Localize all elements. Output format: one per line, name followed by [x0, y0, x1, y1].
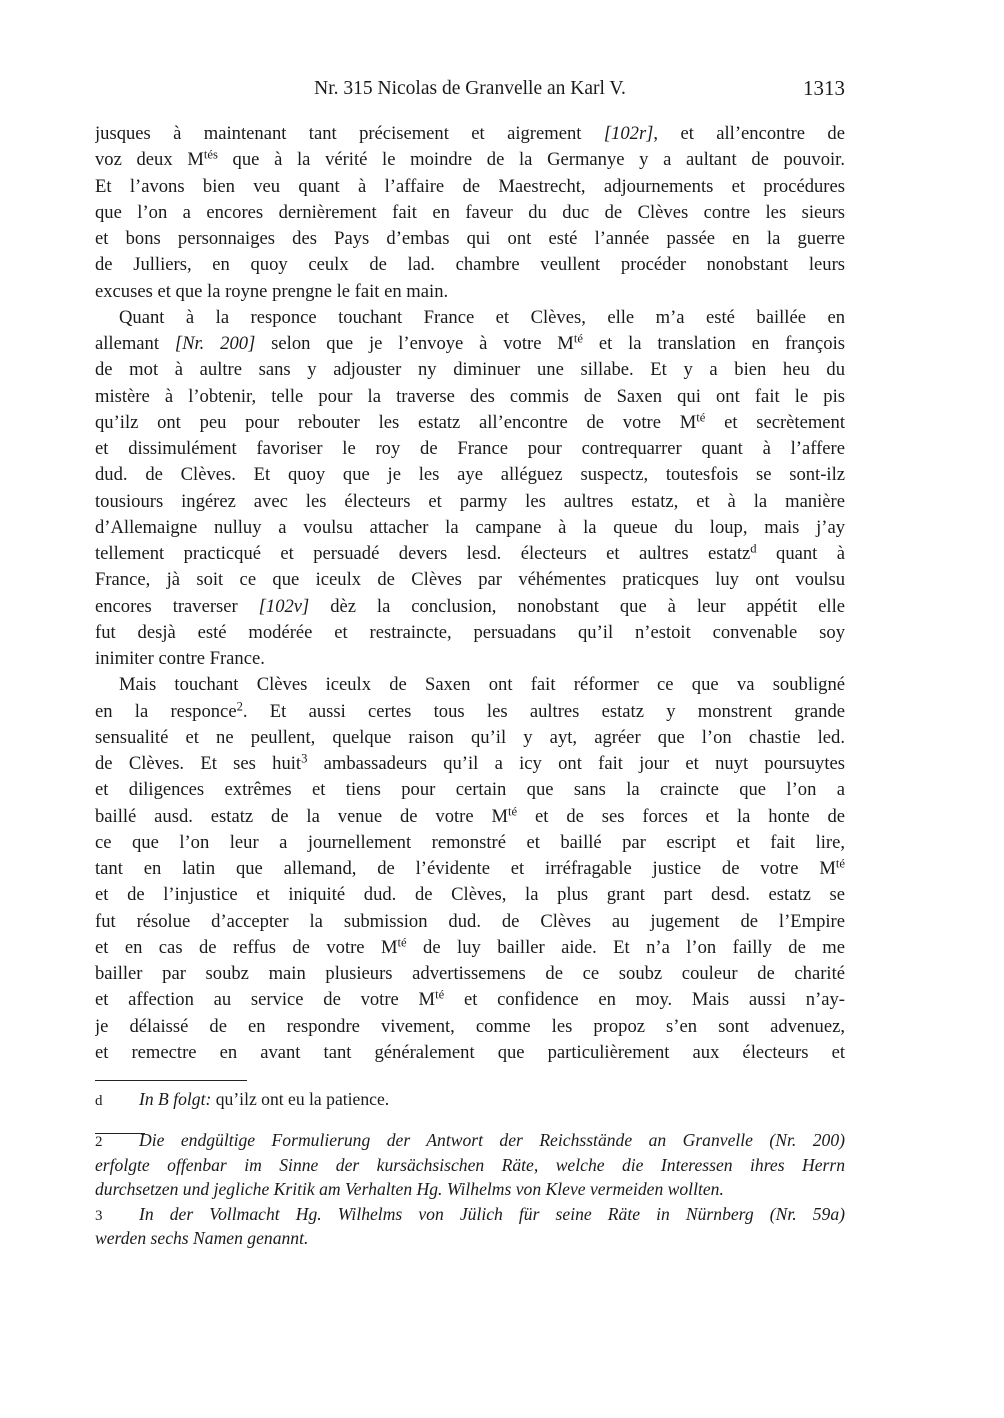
text-run: et de ses forces et la honte de — [517, 805, 845, 827]
page-number: 1313 — [803, 76, 845, 100]
text-line — [95, 935, 845, 961]
text-run: et dissimulément favoriser le roy de France pour contrequarrer quant à l’affere — [95, 438, 845, 459]
text-line — [95, 909, 845, 935]
text-run: tant en latin que allemand, de l’évidente et irréfragable justice de votre M — [95, 858, 836, 879]
text-run: inimiter contre France. — [95, 648, 265, 669]
text-line — [95, 489, 845, 515]
text-line — [95, 410, 845, 436]
text-run: excuses et que la royne prengne le fait en main. — [95, 280, 449, 302]
text-line — [95, 331, 845, 357]
text-run: que à la vérité le moindre de la Germanye y a aultant de pouvoir. — [217, 149, 845, 171]
textual-notes-divider — [95, 1080, 247, 1081]
text-run: encores traverser — [95, 595, 259, 617]
text-run: allemant — [95, 333, 175, 354]
note-line — [95, 1153, 845, 1178]
text-run: et diligences extrêmes et tiens pour certain que sans la craincte que l’on a — [95, 779, 845, 801]
italic-text: Die endgültige Formulierung der Antwort der Reichsstände an Granvelle (Nr. 200) — [139, 1130, 845, 1150]
text-line — [95, 777, 845, 803]
text-run: France, jà soit ce que iceulx de Clèves par véhémentes praticques luy ont voulsu — [95, 569, 845, 591]
text-line — [95, 961, 845, 987]
text-line — [95, 725, 845, 751]
text-run: bailler par soubz main plusieurs advertissemens de ce soubz couleur de charité — [95, 963, 845, 984]
text-line — [95, 856, 845, 882]
text-run: et en cas de reffus de votre M — [95, 936, 398, 958]
text-run: de luy bailler aide. Et n’a l’on failly de me — [406, 936, 845, 958]
italic-text: werden sechs Namen genannt. — [95, 1228, 309, 1249]
text-line — [95, 830, 845, 856]
italic-text: [102r] — [603, 123, 654, 144]
text-run: en la responce — [95, 700, 237, 722]
main-text — [95, 121, 845, 1066]
text-run: , et all’encontre de — [653, 123, 845, 144]
text-run: ambassadeurs qu’il a icy ont fait jour et nuyt poursuytes — [307, 753, 845, 774]
text-run: baillé ausd. estatz de la venue de votre M — [95, 805, 509, 827]
text-run: tellement practicqué et persuadé devers lesd. électeurs et aultres estatz — [95, 543, 751, 564]
running-header — [95, 78, 845, 106]
text-line — [95, 1014, 845, 1040]
note-line — [95, 1202, 845, 1227]
superscript: 3 — [301, 751, 308, 766]
italic-text: In B folgt: — [139, 1089, 212, 1109]
text-line — [95, 226, 845, 252]
superscript: 2 — [236, 699, 243, 714]
text-run: que l’on a encores dernièrement fait en faveur du duc de Clèves contre les sieurs — [95, 201, 845, 223]
text-line — [95, 541, 845, 567]
italic-text: [102v] — [258, 595, 310, 617]
text-line — [95, 882, 845, 908]
text-line — [95, 147, 845, 173]
text-line — [95, 646, 845, 672]
note-line — [95, 1087, 845, 1112]
text-line — [95, 1040, 845, 1066]
text-run: et remectre en avant tant généralement que particulièrement aux électeurs et — [95, 1041, 845, 1063]
text-line — [95, 436, 845, 462]
text-run: jusques à maintenant tant précisement et aigrement — [95, 123, 604, 144]
superscript: té — [696, 410, 706, 425]
superscript: d — [750, 541, 757, 556]
note-line — [95, 1177, 845, 1202]
note-line — [95, 1128, 845, 1153]
text-run: dèz la conclusion, nonobstant que à leur appétit elle — [309, 595, 845, 617]
note-marker: 2 — [95, 1134, 103, 1150]
text-run: fut desjà esté modérée et restraincte, persuadans qu’il n’estoit convenable soy — [95, 621, 845, 643]
text-line — [95, 672, 845, 698]
text-run: . Et aussi certes tous les aultres estatz y monstrent grande — [242, 700, 845, 722]
text-line — [95, 305, 845, 331]
text-run: tousiours ingérez avec les électeurs et parmy les aultres estatz, et à la manière — [95, 490, 845, 512]
text-line — [95, 121, 845, 147]
note-marker: d — [95, 1093, 103, 1109]
italic-text: durchsetzen und jegliche Kritik am Verhalten Hg. Wilhelms von Kleve vermeiden wollten. — [95, 1179, 724, 1200]
text-run: quant à — [756, 543, 845, 564]
superscript: té — [508, 804, 518, 819]
text-run: je délaissé de en respondre vivement, comme les propoz s’en sont advenuez, — [95, 1015, 845, 1037]
text-run: Mais touchant Clèves iceulx de Saxen ont fait réformer ce que va soubligné — [119, 674, 845, 696]
superscript: té — [435, 987, 445, 1002]
text-line — [95, 699, 845, 725]
text-run: et confidence en moy. Mais aussi n’ay- — [444, 989, 845, 1011]
text-run: fut résolue d’accepter la submission dud. de Clèves au jugement de l’Empire — [95, 910, 845, 932]
superscript: tés — [203, 147, 218, 162]
text-run: Et l’avons bien veu quant à l’affaire de Maestrecht, adjournements et procédures — [95, 175, 845, 197]
text-run: d’Allemaigne nulluy a voulsu attacher la campane à la queue du loup, mais j’ay — [95, 516, 845, 538]
text-line — [95, 252, 845, 278]
italic-text: [Nr. 200] — [174, 333, 256, 354]
text-run: qu’ilz ont peu pour rebouter les estatz all’encontre de votre M — [95, 411, 697, 433]
text-line — [95, 987, 845, 1013]
text-line — [95, 279, 845, 305]
text-run: mistère à l’obtenir, telle pour la traverse des commis de Saxen qui ont fait le pis — [95, 385, 845, 407]
text-run: qu’ilz ont eu la patience. — [211, 1089, 390, 1109]
text-run: de Julliers, en quoy ceulx de lad. chambre veullent procéder nonobstant leurs — [95, 254, 845, 276]
text-run: et de l’injustice et iniquité dud. de Clèves, la plus grant part desd. estatz se — [95, 884, 845, 906]
text-run: et affection au service de votre M — [95, 989, 436, 1011]
running-title: Nr. 315 Nicolas de Granvelle an Karl V. — [314, 78, 626, 99]
text-run: de mot à aultre sans y adjouster ny diminuer une sillabe. Et y a bien heu du — [95, 359, 845, 381]
text-line — [95, 620, 845, 646]
italic-text: In der Vollmacht Hg. Wilhelms von Jülich für seine Räte in Nürnberg (Nr. 59a) — [139, 1203, 845, 1224]
text-line — [95, 200, 845, 226]
superscript: té — [573, 331, 583, 346]
note-line — [95, 1226, 845, 1251]
text-run: sensualité et ne peullent, quelque raison qu’il y ayt, agréer que l’on chastie led. — [95, 726, 845, 748]
superscript: té — [397, 935, 407, 950]
text-line — [95, 751, 845, 777]
superscript: té — [835, 856, 845, 871]
text-run: voz deux M — [95, 149, 204, 171]
text-line — [95, 567, 845, 593]
text-run: de Clèves. Et ses huit — [95, 753, 302, 774]
text-line — [95, 462, 845, 488]
text-line — [95, 384, 845, 410]
text-run: et bons personnaiges des Pays d’embas qui ont esté l’année passée en la guerre — [95, 228, 845, 249]
text-run: et la translation en françois — [582, 333, 845, 354]
text-run: dud. de Clèves. Et quoy que je les aye alléguez suspectz, toutesfois se sont-ilz — [95, 464, 845, 486]
note-marker: 3 — [95, 1207, 103, 1224]
text-run: ce que l’on leur a journellement remonstré et baillé par escript et fait lire, — [95, 831, 845, 853]
text-line — [95, 804, 845, 830]
text-run: selon que je l’envoye à votre M — [255, 333, 574, 354]
textual-notes — [95, 1087, 845, 1112]
text-run: et secrètement — [705, 411, 845, 433]
text-run: Quant à la responce touchant France et Clèves, elle m’a esté baillée en — [119, 306, 845, 328]
text-line — [95, 174, 845, 200]
footnotes — [95, 1128, 845, 1251]
text-line — [95, 357, 845, 383]
italic-text: erfolgte offenbar im Sinne der kursächsischen Räte, welche die Interessen ihres Herrn — [95, 1154, 845, 1175]
text-line — [95, 594, 845, 620]
text-line — [95, 515, 845, 541]
